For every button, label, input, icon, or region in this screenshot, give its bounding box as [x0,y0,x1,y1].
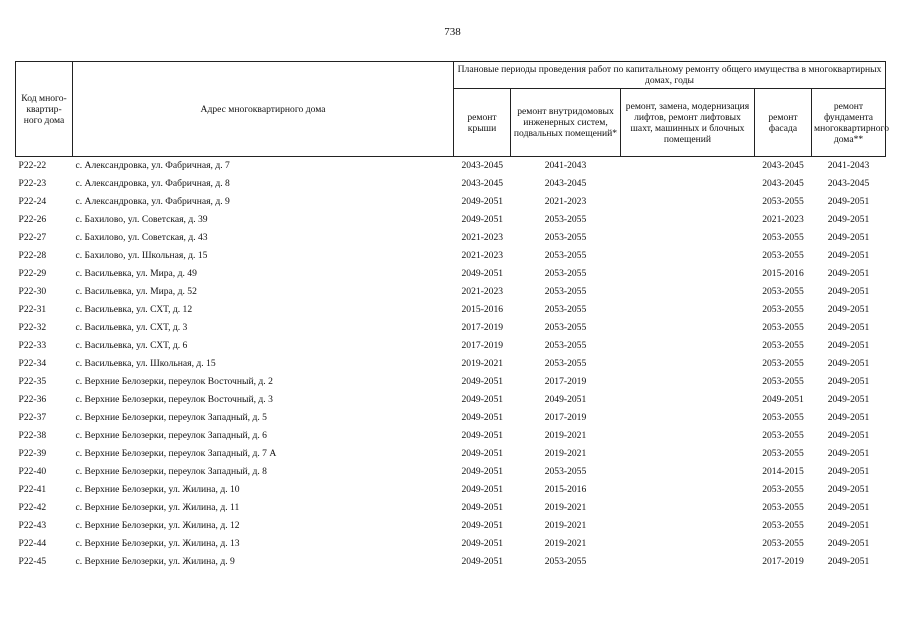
table-row [16,463,886,481]
cell-code: Р22-32 [18,322,47,333]
cell-code: Р22-23 [18,178,47,189]
cell-elevators [621,301,755,319]
cell-roof: 2049-2051 [461,268,504,279]
cell-roof: 2049-2051 [461,376,504,387]
page-number: 738 [444,26,461,38]
cell-address: с. Верхние Белозерки, переулок Западный, д. 7 А [75,448,277,459]
cell-systems: 2053-2055 [544,214,587,225]
cell-code: Р22-43 [18,520,47,531]
cell-code: Р22-31 [18,304,47,315]
table-row [16,427,886,445]
cell-facade: 2053-2055 [762,412,804,423]
cell-elevators [621,319,755,337]
cell-address: с. Бахилово, ул. Советская, д. 43 [75,232,208,243]
cell-elevators [621,535,755,553]
cell-foundation: 2049-2051 [827,538,870,549]
table-row [16,481,886,499]
cell-address: с. Верхние Белозерки, ул. Жилина, д. 13 [75,538,240,549]
cell-elevators [621,247,755,265]
cell-systems: 2053-2055 [544,466,587,477]
cell-elevators [621,373,755,391]
cell-facade: 2053-2055 [762,358,804,369]
cell-facade: 2043-2045 [762,160,804,171]
cell-foundation: 2049-2051 [827,484,870,495]
cell-elevators [621,499,755,517]
header-address: Адрес многоквартирного дома [73,62,454,157]
table-row [16,247,886,265]
cell-address: с. Васильевка, ул. Мира, д. 52 [75,286,197,297]
cell-foundation: 2049-2051 [827,412,870,423]
cell-systems: 2017-2019 [544,412,587,423]
cell-foundation: 2049-2051 [827,502,870,513]
cell-code: Р22-33 [18,340,47,351]
cell-facade: 2053-2055 [762,520,804,531]
cell-roof: 2017-2019 [461,340,504,351]
cell-code: Р22-45 [18,556,47,567]
cell-address: с. Васильевка, ул. СХТ, д. 12 [75,304,193,315]
cell-elevators [621,409,755,427]
cell-roof: 2049-2051 [461,412,504,423]
cell-systems: 2049-2051 [544,394,587,405]
table-row [16,229,886,247]
cell-systems: 2041-2043 [544,160,587,171]
table-row [16,157,886,176]
cell-roof: 2043-2045 [461,178,504,189]
cell-address: с. Верхние Белозерки, ул. Жилина, д. 10 [75,484,240,495]
cell-foundation: 2049-2051 [827,214,870,225]
table-row [16,355,886,373]
cell-foundation: 2049-2051 [827,268,870,279]
cell-elevators [621,283,755,301]
header-roof: ремонт крыши [454,89,511,157]
cell-elevators [621,157,755,176]
cell-elevators [621,445,755,463]
cell-systems: 2015-2016 [544,484,587,495]
cell-roof: 2049-2051 [461,538,504,549]
cell-roof: 2015-2016 [461,304,504,315]
cell-code: Р22-44 [18,538,47,549]
cell-elevators [621,517,755,535]
cell-address: с. Верхние Белозерки, переулок Западный, д. 5 [75,412,267,423]
table-row [16,499,886,517]
cell-address: с. Верхние Белозерки, переулок Восточный, д. 3 [75,394,273,405]
cell-address: с. Верхние Белозерки, ул. Жилина, д. 9 [75,556,235,567]
cell-systems: 2019-2021 [544,538,587,549]
cell-roof: 2049-2051 [461,394,504,405]
cell-foundation: 2049-2051 [827,250,870,261]
table-row [16,373,886,391]
cell-facade: 2053-2055 [762,448,804,459]
table-row [16,337,886,355]
header-systems: ремонт внутридомовых инженерных систем, подвальных помещений* [511,89,621,157]
cell-foundation: 2049-2051 [827,304,870,315]
cell-facade: 2053-2055 [762,538,804,549]
cell-facade: 2053-2055 [762,340,804,351]
cell-foundation: 2049-2051 [827,232,870,243]
cell-facade: 2014-2015 [762,466,804,477]
cell-foundation: 2049-2051 [827,466,870,477]
cell-code: Р22-22 [18,160,47,171]
cell-elevators [621,553,755,571]
cell-code: Р22-29 [18,268,47,279]
cell-facade: 2053-2055 [762,286,804,297]
cell-systems: 2017-2019 [544,376,587,387]
table-row [16,193,886,211]
cell-code: Р22-26 [18,214,47,225]
cell-roof: 2049-2051 [461,520,504,531]
cell-facade: 2053-2055 [762,322,804,333]
table-row [16,445,886,463]
cell-foundation: 2049-2051 [827,286,870,297]
cell-facade: 2053-2055 [762,376,804,387]
cell-roof: 2049-2051 [461,484,504,495]
cell-roof: 2049-2051 [461,556,504,567]
cell-foundation: 2049-2051 [827,556,870,567]
table-row [16,553,886,571]
cell-code: Р22-35 [18,376,47,387]
cell-roof: 2049-2051 [461,448,504,459]
cell-facade: 2053-2055 [762,232,804,243]
cell-address: с. Александровка, ул. Фабричная, д. 7 [75,160,230,171]
cell-facade: 2053-2055 [762,484,804,495]
cell-elevators [621,337,755,355]
table-row [16,391,886,409]
cell-elevators [621,211,755,229]
table-row [16,283,886,301]
cell-foundation: 2043-2045 [827,178,870,189]
cell-code: Р22-40 [18,466,47,477]
cell-facade: 2015-2016 [762,268,804,279]
header-elevators: ремонт, замена, модернизация лифтов, ремонт лифтовых шахт, машинных и блочных помещений [621,89,755,157]
cell-systems: 2019-2021 [544,448,587,459]
cell-systems: 2053-2055 [544,556,587,567]
cell-foundation: 2049-2051 [827,394,870,405]
cell-systems: 2053-2055 [544,250,587,261]
cell-facade: 2021-2023 [762,214,804,225]
cell-systems: 2043-2045 [544,178,587,189]
cell-roof: 2049-2051 [461,196,504,207]
cell-elevators [621,481,755,499]
header-facade: ремонт фасада [755,89,812,157]
cell-roof: 2021-2023 [461,250,504,261]
cell-facade: 2053-2055 [762,196,804,207]
cell-facade: 2053-2055 [762,304,804,315]
table-row [16,409,886,427]
cell-elevators [621,427,755,445]
header-periods-group: Плановые периоды проведения работ по капитальному ремонту общего имущества в многоквартирных домах, годы [454,62,886,89]
cell-address: с. Васильевка, ул. Школьная, д. 15 [75,358,216,369]
cell-roof: 2017-2019 [461,322,504,333]
table-row [16,535,886,553]
cell-systems: 2053-2055 [544,304,587,315]
table-body [16,157,886,572]
cell-systems: 2053-2055 [544,340,587,351]
cell-roof: 2049-2051 [461,502,504,513]
cell-foundation: 2049-2051 [827,340,870,351]
cell-elevators [621,391,755,409]
cell-code: Р22-28 [18,250,47,261]
cell-systems: 2021-2023 [544,196,587,207]
cell-code: Р22-39 [18,448,47,459]
cell-roof: 2049-2051 [461,214,504,225]
cell-foundation: 2049-2051 [827,520,870,531]
cell-systems: 2053-2055 [544,358,587,369]
cell-facade: 2053-2055 [762,430,804,441]
table-row [16,265,886,283]
cell-systems: 2053-2055 [544,322,587,333]
cell-address: с. Верхние Белозерки, переулок Западный, д. 6 [75,430,267,441]
cell-foundation: 2049-2051 [827,376,870,387]
cell-facade: 2053-2055 [762,250,804,261]
table-row [16,211,886,229]
cell-elevators [621,355,755,373]
table-row [16,175,886,193]
cell-foundation: 2049-2051 [827,196,870,207]
cell-roof: 2049-2051 [461,430,504,441]
cell-address: с. Верхние Белозерки, ул. Жилина, д. 11 [75,502,240,513]
cell-foundation: 2049-2051 [827,322,870,333]
header-foundation: ремонт фундамента многоквартирного дома** [812,89,886,157]
cell-address: с. Верхние Белозерки, переулок Западный, д. 8 [75,466,267,477]
cell-systems: 2019-2021 [544,520,587,531]
cell-address: с. Бахилово, ул. Советская, д. 39 [75,214,208,225]
cell-foundation: 2041-2043 [827,160,870,171]
cell-elevators [621,463,755,481]
cell-foundation: 2049-2051 [827,448,870,459]
cell-address: с. Васильевка, ул. СХТ, д. 3 [75,322,188,333]
cell-code: Р22-24 [18,196,47,207]
cell-address: с. Васильевка, ул. СХТ, д. 6 [75,340,188,351]
cell-code: Р22-27 [18,232,47,243]
cell-code: Р22-36 [18,394,47,405]
cell-roof: 2049-2051 [461,466,504,477]
cell-systems: 2053-2055 [544,268,587,279]
cell-elevators [621,265,755,283]
cell-elevators [621,229,755,247]
cell-facade: 2053-2055 [762,502,804,513]
cell-code: Р22-41 [18,484,47,495]
cell-facade: 2017-2019 [762,556,804,567]
cell-address: с. Верхние Белозерки, ул. Жилина, д. 12 [75,520,240,531]
cell-elevators [621,175,755,193]
cell-code: Р22-30 [18,286,47,297]
cell-foundation: 2049-2051 [827,358,870,369]
table-row [16,301,886,319]
cell-facade: 2049-2051 [762,394,804,405]
header-code: Код много-квартир-ного дома [16,62,73,157]
table-row [16,319,886,337]
cell-systems: 2053-2055 [544,232,587,243]
cell-systems: 2053-2055 [544,286,587,297]
cell-address: с. Верхние Белозерки, переулок Восточный, д. 2 [75,376,273,387]
cell-roof: 2021-2023 [461,232,504,243]
cell-address: с. Александровка, ул. Фабричная, д. 8 [75,178,230,189]
cell-code: Р22-42 [18,502,47,513]
cell-code: Р22-38 [18,430,47,441]
table-row [16,517,886,535]
table-header [16,62,890,157]
cell-systems: 2019-2021 [544,430,587,441]
cell-elevators [621,193,755,211]
cell-code: Р22-37 [18,412,47,423]
repair-schedule-table [15,61,890,571]
cell-roof: 2043-2045 [461,160,504,171]
cell-address: с. Бахилово, ул. Школьная, д. 15 [75,250,208,261]
cell-address: с. Васильевка, ул. Мира, д. 49 [75,268,197,279]
cell-code: Р22-34 [18,358,47,369]
cell-address: с. Александровка, ул. Фабричная, д. 9 [75,196,230,207]
cell-facade: 2043-2045 [762,178,804,189]
cell-roof: 2019-2021 [461,358,504,369]
cell-roof: 2021-2023 [461,286,504,297]
cell-foundation: 2049-2051 [827,430,870,441]
cell-systems: 2019-2021 [544,502,587,513]
